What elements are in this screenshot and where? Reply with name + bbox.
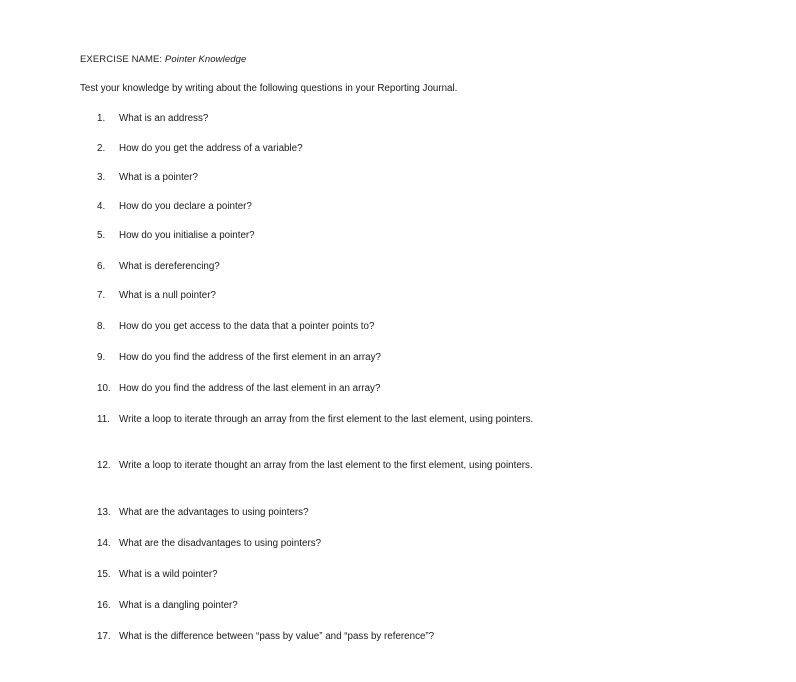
exercise-heading (80, 54, 246, 65)
question-text: What is the difference between “pass by value” and “pass by reference”? (119, 631, 435, 642)
question-number: 16. (97, 600, 111, 611)
list-item (97, 599, 567, 613)
question-number: 8. (97, 321, 106, 332)
list-item (97, 171, 567, 185)
question-text: How do you find the address of the last element in an array? (119, 383, 381, 394)
list-item (97, 142, 567, 156)
intro-text: Test your knowledge by writing about the following questions in your Reporting Journal. (80, 83, 458, 94)
question-text: What is a wild pointer? (119, 569, 218, 580)
question-text: How do you get access to the data that a pointer points to? (119, 321, 375, 332)
question-number: 15. (97, 569, 111, 580)
list-item (97, 320, 567, 334)
question-text: What is a dangling pointer? (119, 600, 238, 611)
list-item (97, 413, 567, 427)
question-number: 5. (97, 230, 106, 241)
question-text: What is an address? (119, 113, 209, 124)
list-item (97, 229, 567, 243)
list-item (97, 351, 567, 365)
exercise-name-label: EXERCISE NAME: (80, 54, 165, 65)
question-number: 1. (97, 113, 106, 124)
question-number: 6. (97, 261, 106, 272)
question-text: How do you get the address of a variable? (119, 143, 303, 154)
question-text: What are the advantages to using pointers? (119, 507, 309, 518)
question-number: 9. (97, 352, 106, 363)
question-text: What is a null pointer? (119, 290, 216, 301)
question-text: Write a loop to iterate thought an array from the last element to the first element, using pointers. (119, 460, 533, 471)
question-number: 13. (97, 507, 111, 518)
question-text: How do you initialise a pointer? (119, 230, 255, 241)
question-number: 4. (97, 201, 106, 212)
question-number: 3. (97, 172, 106, 183)
list-item (97, 537, 567, 551)
question-text: What is dereferencing? (119, 261, 220, 272)
exercise-name-value: Pointer Knowledge (164, 54, 247, 65)
question-number: 11. (97, 414, 110, 425)
list-item (97, 630, 567, 644)
list-item (97, 289, 567, 303)
question-number: 2. (97, 143, 106, 154)
list-item (97, 506, 567, 520)
list-item (97, 382, 567, 396)
question-text: What is a pointer? (119, 172, 198, 183)
list-item (97, 260, 567, 274)
question-text: Write a loop to iterate through an array from the first element to the last element, using pointers. (119, 414, 534, 425)
question-text: What are the disadvantages to using pointers? (119, 538, 322, 549)
question-text: How do you declare a pointer? (119, 201, 252, 212)
list-item (97, 568, 567, 582)
question-number: 14. (97, 538, 111, 549)
question-number: 17. (97, 631, 111, 642)
question-text: How do you find the address of the first element in an array? (119, 352, 381, 363)
list-item (97, 459, 567, 473)
question-number: 7. (97, 290, 106, 301)
list-item (97, 112, 567, 126)
list-item (97, 200, 567, 214)
question-number: 10. (97, 383, 111, 394)
question-number: 12. (97, 460, 111, 471)
